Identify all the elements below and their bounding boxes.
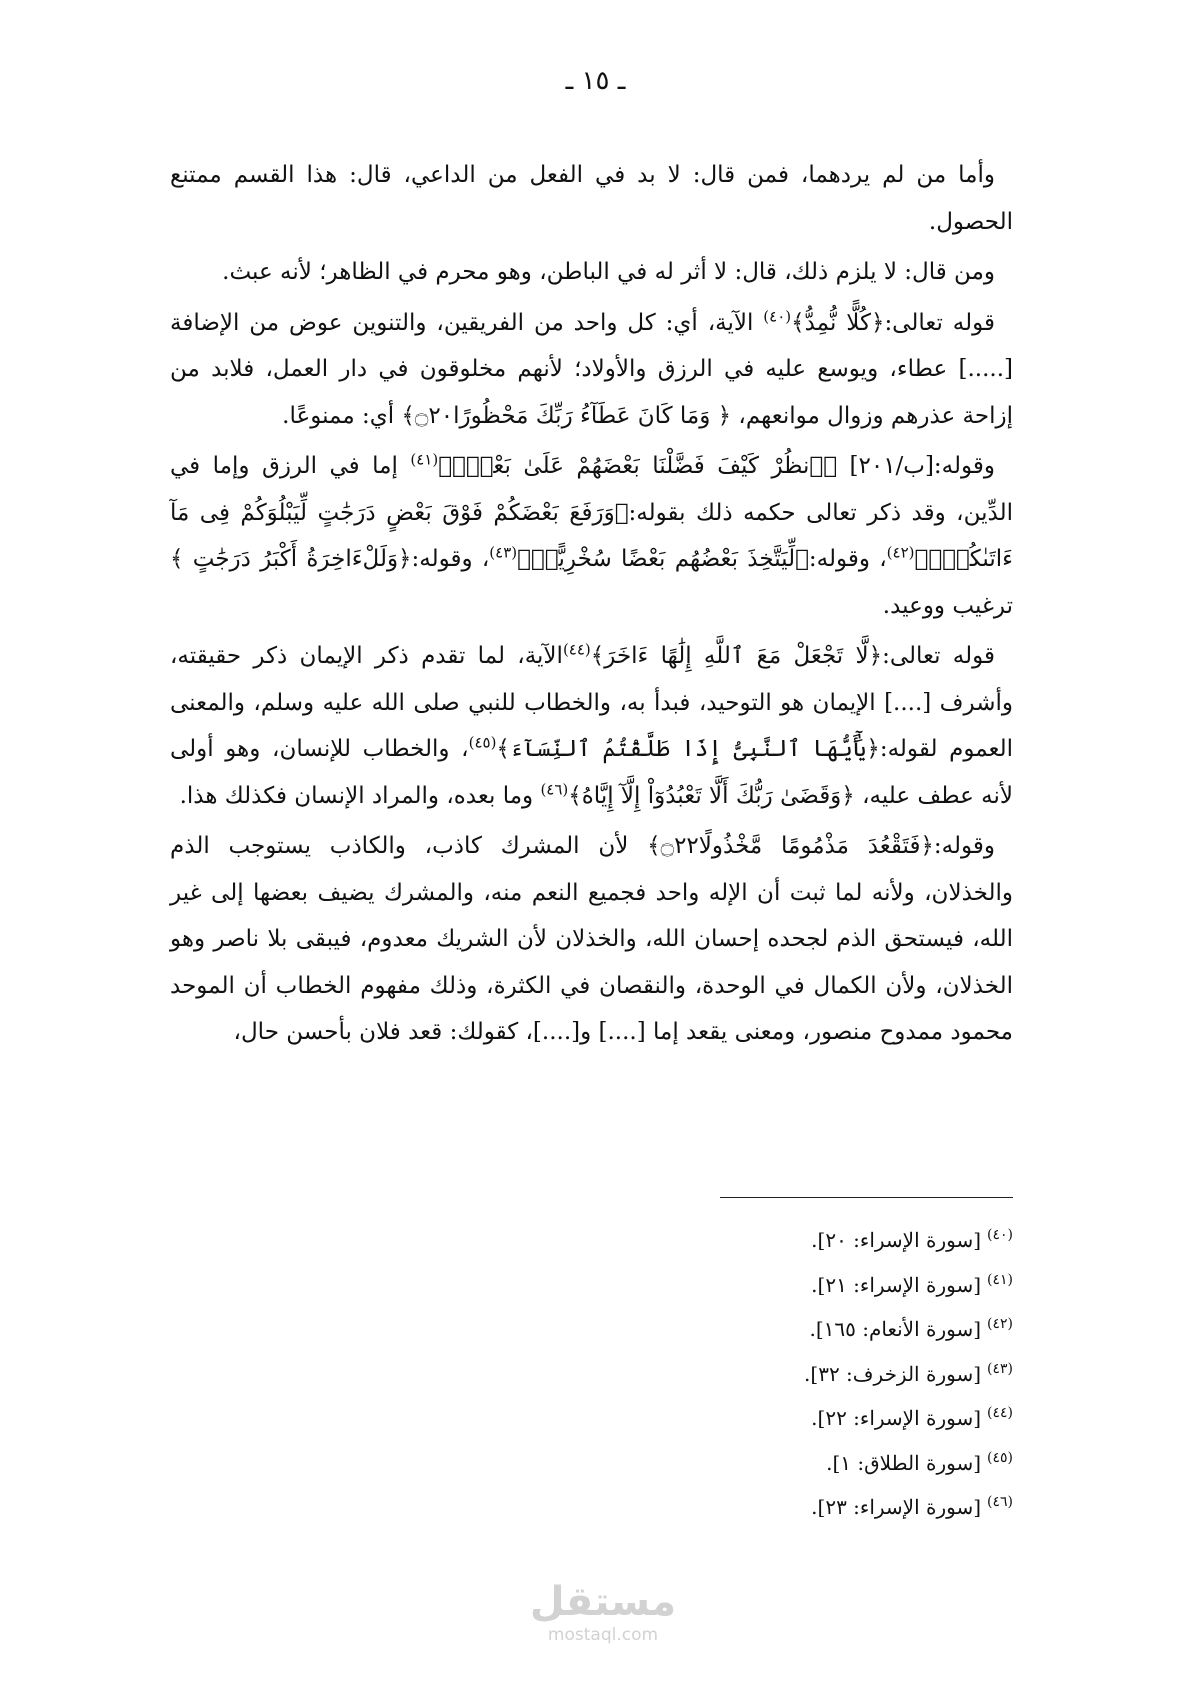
footnotes-list — [500, 1218, 1013, 1530]
watermark-arabic: مستقل — [529, 1579, 677, 1625]
paragraph — [170, 300, 1013, 440]
quran-verse: ﴿وَرَفَعَ بَعْضَكُمْ فَوْقَ بَعْضٍ دَرَجَٰتٍ لِّيَبْلُوَكُمْ فِى مَآ ءَاتَىٰكُمْۗ﴾ — [170, 499, 1013, 572]
footnote-item — [500, 1218, 1013, 1263]
footnote-item — [500, 1352, 1013, 1397]
footnote-number: (٤٥) — [987, 1449, 1013, 1466]
footnote-reference: (٤٢) — [886, 543, 915, 562]
footnote-reference: (٤٣) — [489, 543, 518, 562]
body-text: ، والخطاب للإنسان، وهو أولى لأنه عطف عليه، — [170, 736, 1013, 809]
footnote-reference: (٤٠) — [763, 306, 792, 325]
body-text: وقوله: — [933, 833, 995, 859]
quran-verse: ﴿ٱنظُرْ كَيْفَ فَضَّلْنَا بَعْضَهُمْ عَلَىٰ بَعْضٍۚ﴾ — [438, 453, 838, 479]
body-text: الآية، لما تقدم ذكر الإيمان ذكر حقيقته، وأشرف [....] الإيمان هو التوحيد، فبدأ به، والخطاب للنبي صلى الله عليه وسلم، والمعنى العموم لقوله: — [170, 643, 1013, 762]
body-text: وما بعده، والمراد الإنسان فكذلك هذا. — [179, 782, 541, 809]
paragraph — [170, 152, 1013, 245]
footnote-text: [سورة الإسراء: ٢٠]. — [811, 1228, 982, 1252]
footnote-reference: (٤٦) — [540, 779, 569, 798]
page-number: ـ ١٥ ـ — [565, 66, 626, 96]
body-text: ، وقوله: — [411, 546, 490, 572]
footnote-separator — [720, 1197, 1013, 1198]
body-text: أي: ممنوعًا. — [282, 402, 402, 429]
footnote-number: (٤٢) — [987, 1316, 1013, 1333]
body-text: لأن المشرك كاذب، والكاذب يستوجب الذم والخذلان، ولأنه لما ثبت أن الإله واحد فجميع النعم منه، والمشرك يضيف بعضها إلى غير الله، فيستحق الذم لجحده إحسان الله، والخذلان لأن الشريك معدوم، فيبقى بلا ناصر وهو الخذلان، ولأن الكمال في الوحدة، والنقصان في الكثرة، وذلك مفهوم الخطاب أن الموحد محمود ممدوح منصور، ومعنى يقعد إما [....] و[....]، كقولك: قعد فلان بأحسن حال، — [170, 833, 1013, 1045]
body-text: وقوله:[ب/٢٠١] — [837, 453, 995, 479]
body-text: ، وقوله: — [808, 546, 887, 572]
footnote-number: (٤٤) — [987, 1405, 1013, 1422]
footnote-number: (٤٠) — [987, 1227, 1013, 1244]
body-text: ترغيب ووعيد. — [882, 592, 1013, 619]
quran-verse: ﴿ وَمَا كَانَ عَطَآءُ رَبِّكَ مَحْظُورًا۝٢٠﴾ — [401, 402, 732, 429]
quran-verse: ﴿فَتَقْعُدَ مَذْمُومًا مَّخْذُولًا۝٢٢﴾ — [647, 833, 934, 859]
quran-verse: ﴿وَقَضَىٰ رَبُّكَ أَلَّا تَعْبُدُوٓاْ إِلَّآ إِيَّاهُ﴾ — [568, 782, 855, 809]
paragraph — [170, 823, 1013, 1056]
body-text: ومن قال: لا يلزم ذلك، قال: لا أثر له في الباطن، وهو محرم في الظاهر؛ لأنه عبث. — [222, 259, 995, 285]
watermark-latin: mostaql.com — [547, 1625, 659, 1645]
footnote-number: (٤١) — [987, 1271, 1013, 1288]
footnote-reference: (٤٥) — [468, 733, 497, 752]
quran-verse: ﴿يَٰٓأَيُّهَا ٱلنَّبِىُّ إِذَا طَلَّقْتُمُ ٱلنِّسَآءَ﴾ — [496, 736, 880, 762]
footnote-item — [500, 1307, 1013, 1352]
footnote-text: [سورة الزخرف: ٣٢]. — [804, 1361, 982, 1386]
main-text-body — [170, 152, 1013, 1060]
quran-verse: ﴿لَّا تَجْعَلْ مَعَ ٱللَّهِ إِلَٰهًا ءَاخَرَ﴾ — [590, 643, 883, 669]
footnote-number: (٤٦) — [987, 1494, 1013, 1511]
paragraph — [170, 443, 1013, 629]
body-text: قوله تعالى: — [882, 643, 995, 669]
quran-verse: ﴿وَلَلْءَاخِرَةُ أَكْبَرُ دَرَجَٰتٍ ﴾ — [170, 546, 412, 572]
footnote-reference: (٤٤) — [562, 640, 591, 659]
footnote-text: [سورة الطلاق: ١]. — [826, 1450, 982, 1475]
footnote-reference: (٤١) — [410, 450, 439, 469]
footnote-item — [500, 1485, 1013, 1530]
paragraph — [170, 249, 1013, 296]
body-text: قوله تعالى: — [884, 309, 995, 336]
body-text: وأما من لم يردهما، فمن قال: لا بد في الفعل من الداعي، قال: هذا القسم ممتنع الحصول. — [170, 162, 1013, 235]
footnote-text: [سورة الأنعام: ١٦٥]. — [809, 1317, 982, 1341]
footnote-item — [500, 1441, 1013, 1486]
footnote-text: [سورة الإسراء: ٢٣]. — [811, 1495, 982, 1519]
body-text: إما في الرزق وإما في الدِّين، وقد ذكر تعالى حكمه ذلك بقوله: — [170, 453, 1013, 526]
watermark-logo — [528, 1578, 678, 1644]
footnote-number: (٤٣) — [987, 1360, 1013, 1377]
quran-verse: ﴿كُلًّا نُّمِدُّ﴾ — [791, 309, 885, 336]
footnote-text: [سورة الإسراء: ٢٢]. — [811, 1406, 982, 1430]
footnote-text: [سورة الإسراء: ٢١]. — [811, 1272, 982, 1297]
footnote-item — [500, 1263, 1013, 1308]
paragraph — [170, 633, 1013, 819]
footnote-item — [500, 1396, 1013, 1441]
quran-verse: ﴿لِّيَتَّخِذَ بَعْضُهُم بَعْضًا سُخْرِيًّاۗ﴾ — [517, 546, 809, 572]
body-text: الآية، أي: كل واحد من الفريقين، والتنوين عوض من الإضافة [.....] عطاء، ويوسع عليه في الرزق والأولاد؛ لأنهم مخلوقون في دار العمل، فلابد من إزاحة عذرهم وزوال موانعهم، — [170, 309, 1013, 429]
